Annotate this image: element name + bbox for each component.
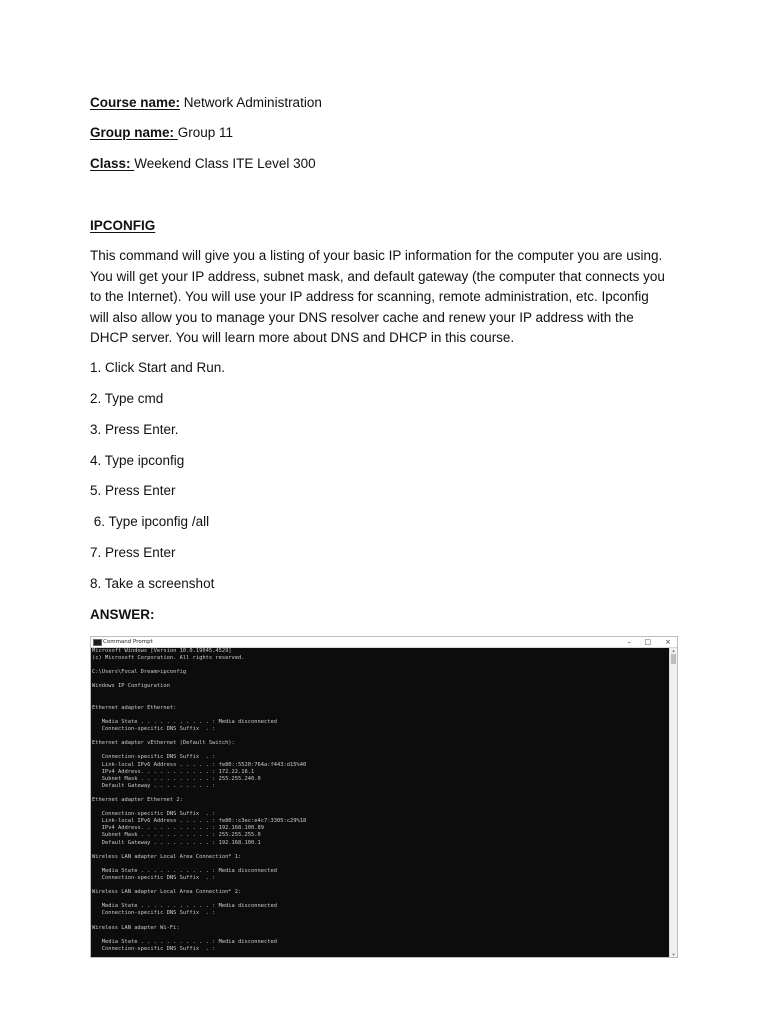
section-title: IPCONFIG (90, 218, 156, 233)
command-prompt-screenshot (90, 636, 678, 958)
step-item: 4. Type ipconfig (90, 453, 185, 468)
course-name-value: Network Administration (180, 95, 322, 110)
cmd-title: Command Prompt (103, 639, 153, 645)
cmd-scrollbar (669, 648, 677, 957)
step-item: 2. Type cmd (90, 391, 164, 406)
paragraph-line: will also allow you to manage your DNS resolver cache and renew your IP address with the (90, 309, 634, 325)
step-item: 7. Press Enter (90, 545, 176, 560)
group-name-line (90, 123, 233, 143)
paragraph-line: to the Internet). You will use your IP address for scanning, remote administration, etc. Ipconfig (90, 289, 649, 304)
course-name-line (90, 93, 322, 113)
class-label: Class: (90, 156, 135, 171)
step-item: 5. Press Enter (90, 483, 176, 498)
paragraph-line: DHCP server. You will learn more about DNS and DHCP in this course. (90, 330, 515, 345)
close-icon: × (665, 638, 671, 646)
scroll-up-icon: ▲ (671, 648, 676, 653)
step-item: 6. Type ipconfig /all (90, 514, 210, 529)
step-item: 3. Press Enter. (90, 422, 179, 437)
cmd-console (91, 648, 670, 957)
cmd-app-icon (93, 639, 102, 646)
cmd-scroll-thumb (671, 654, 676, 664)
cmd-output: Microsoft Windows [Version 10.0.19045.4529] (c) Microsoft Corporation. All rights reserved. C:\Users\Focal Dream>ipconfig Windows IP Configuration Ethernet adapter Ethernet: Media State . . . . . . . . . . . : Media disconnected Connection-specific DNS Suffix . : Ethernet adapter vEthernet (Default Switch): Connection-specific DNS Suffix . : Link-local IPv6 Address . . . . . : fe80::5520:764a:f443:d15%40 IPv4 Address. . . . . . . . . . . : 172.22.16.1 Subnet Mask . . . . . . . . . . . : 255.255.240.0 Default Gateway . . . . . . . . . : Ethernet adapter Ethernet 2: Connection-specific DNS Suffix . : Link-local IPv6 Address . . . . . : fe80::c3ec:e4c7:3305:c29%18 IPv4 Address. . . . . . . . . . . : 192.168.100.89 Subnet Mask . . . . . . . . . . . : 255.255.255.0 Default Gateway . . . . . . . . . : 192.168.100.1 Wireless LAN adapter Local Area Connection* 1: Media State . . . . . . . . . . . : Media disconnected Connection-specific DNS Suffix . : Wireless LAN adapter Local Area Connection* 2: Media State . . . . . . . . . . . : Media disconnected Connection-specific DNS Suffix . : Wireless LAN adapter Wi-Fi: Media State . . . . . . . . . . . : Media disconnected Connection-specific DNS Suffix . : (92, 648, 307, 952)
step-item: 8. Take a screenshot (90, 576, 215, 591)
answer-label: ANSWER: (90, 607, 155, 622)
step-item: 1. Click Start and Run. (90, 360, 226, 375)
paragraph-line: You will get your IP address, subnet mask, and default gateway (the computer that connects you (90, 268, 665, 284)
class-value: Weekend Class ITE Level 300 (134, 156, 316, 171)
paragraph-line: This command will give you a listing of your basic IP information for the computer you are using. (90, 248, 663, 263)
group-name-label: Group name: (90, 125, 178, 140)
minimize-icon: – (627, 638, 631, 646)
scroll-down-icon: ▼ (671, 952, 676, 957)
course-name-label: Course name: (90, 95, 181, 110)
class-line (90, 154, 316, 174)
group-name-value: Group 11 (177, 125, 234, 140)
maximize-icon: □ (644, 638, 651, 646)
cmd-titlebar (91, 637, 677, 648)
description-paragraph (90, 246, 690, 349)
